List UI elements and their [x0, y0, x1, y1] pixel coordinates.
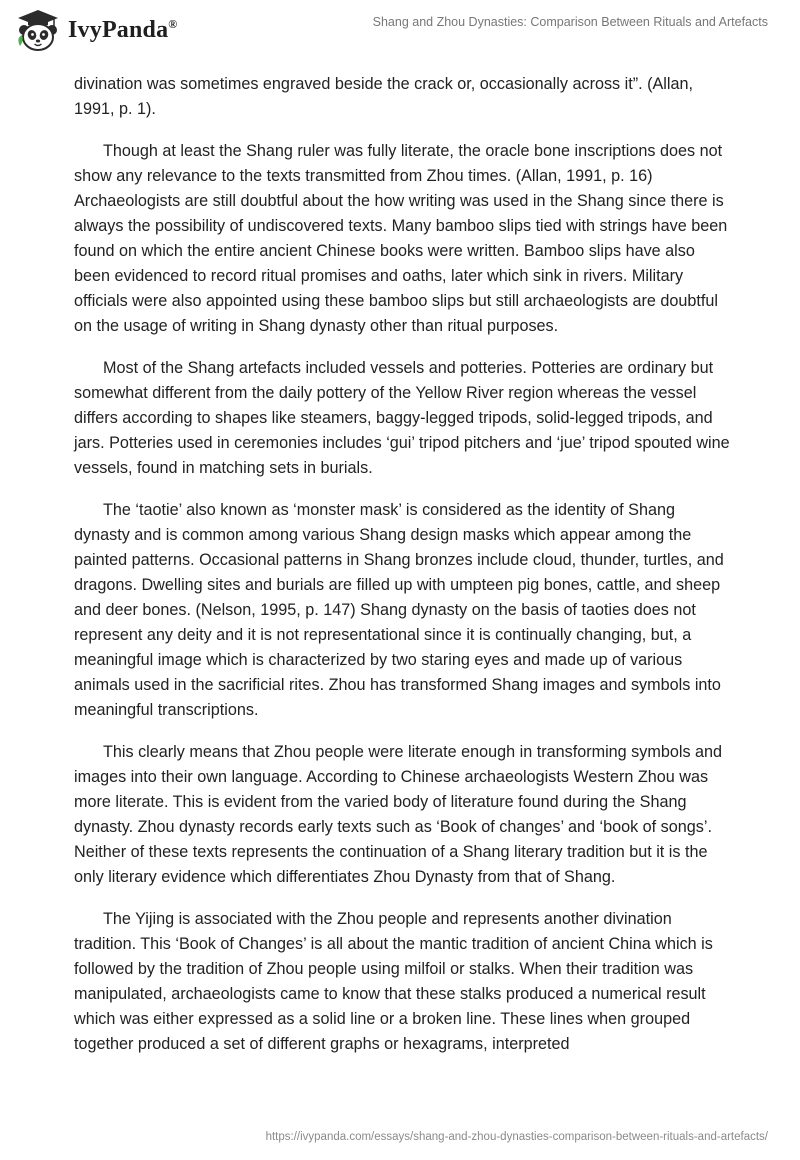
paragraph-continuation: divination was sometimes engraved beside the crack or, occasionally across it”. (Allan, 1991, p. 1). — [74, 75, 694, 118]
paragraph: This clearly means that Zhou people were literate enough in transforming symbols and images into their own language. According to Chinese archaeologists Western Zhou was more literate. This is evident from the varied body of literature found during the Shang dynasty. Zhou dynasty records early texts such as ‘Book of changes’ and ‘book of songs’. Neither of these texts represents the continuation of a Shang literary tradition but it is the only literary evidence which differentiates Zhou Dynasty from that of Shang. — [74, 743, 723, 886]
source-url-link[interactable]: https://ivypanda.com/essays/shang-and-zhou-dynasties-comparison-between-rituals-and-artefacts/ — [265, 1131, 768, 1143]
ivypanda-logo[interactable] — [14, 8, 177, 52]
document-title: Shang and Zhou Dynasties: Comparison Between Rituals and Artefacts — [372, 15, 768, 29]
registered-mark: ® — [168, 16, 178, 31]
paragraph: The ‘taotie’ also known as ‘monster mask’ is considered as the identity of Shang dynasty and is common among various Shang design masks which appear among the painted patterns. Occasional patterns in Shang bronzes include cloud, thunder, turtles, and dragons. Dwelling sites and burials are filled up with umpteen pig bones, cattle, and sheep and deer bones. (Nelson, 1995, p. 147) Shang dynasty on the basis of taoties does not represent any deity and it is not representational since it is continually changing, but, a meaningful image which is characterized by two staring eyes and made up of various animals used in the sacrificial rites. Zhou has transformed Shang images and symbols into meaningful transcriptions. — [74, 501, 724, 719]
paragraph: Most of the Shang artefacts included vessels and potteries. Potteries are ordinary but somewhat different from the daily pottery of the Yellow River region whereas the vessel differs according to shapes like steamers, baggy-legged tripods, solid-legged tripods, and jars. Potteries used in ceremonies includes ‘gui’ tripod pitchers and ‘jue’ tripod spouted wine vessels, found in matching sets in burials. — [74, 359, 730, 477]
page-header — [0, 0, 800, 60]
panda-graduate-icon — [14, 8, 62, 52]
paragraph: The Yijing is associated with the Zhou people and represents another divination tradition. This ‘Book of Changes’ is all about the mantic tradition of ancient China which is followed by the tradition of Zhou people using milfoil or stalks. When their tradition was manipulated, archaeologists came to know that these stalks produced a numerical result which was either expressed as a solid line or a broken line. These lines when grouped together produced a set of different graphs or hexagrams, interpreted — [74, 910, 713, 1053]
paragraph: Though at least the Shang ruler was fully literate, the oracle bone inscriptions does not show any relevance to the texts transmitted from Zhou times. (Allan, 1991, p. 16) Archaeologists are still doubtful about the how writing was used in the Shang since there is always the possibility of undiscovered texts. Many bamboo slips tied with strings have been found on which the entire ancient Chinese books were written. Bamboo slips have also been evidenced to record ritual promises and oaths, later which sink in rivers. Military officials were also appointed using these bamboo slips but still archaeologists are doubtful on the usage of writing in Shang dynasty other than ritual purposes. — [74, 142, 728, 335]
essay-body — [74, 72, 734, 1074]
brand-name: IvyPanda® — [68, 16, 178, 43]
